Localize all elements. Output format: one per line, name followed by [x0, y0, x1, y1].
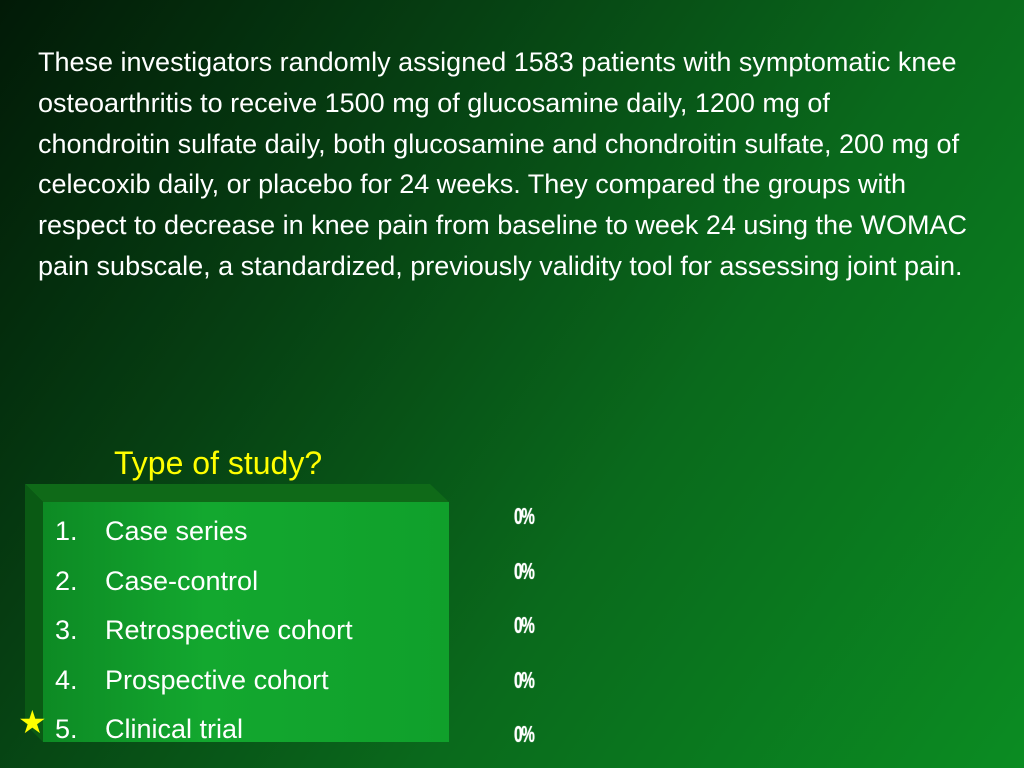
- answer-box-bevel-top: [25, 484, 449, 502]
- response-percent-1: 0%: [514, 503, 534, 530]
- case-description: These investigators randomly assigned 1583 patients with symptomatic knee osteoarthritis to receive 1500 mg of glucosamine daily, 1200 mg of chondroitin sulfate daily, both glucosamine and chondroitin sulfate, 200 mg of celecoxib daily, or placebo for 24 weeks. They compared the groups with respect to decrease in knee pain from baseline to week 24 using the WOMAC pain subscale, a standardized, previously validity tool for assessing joint pain.: [38, 47, 967, 281]
- option-retrospective-cohort[interactable]: [55, 606, 353, 656]
- option-number: 4.: [55, 664, 78, 695]
- option-prospective-cohort[interactable]: [55, 656, 353, 706]
- option-number: 1.: [55, 516, 78, 546]
- answer-options: [55, 507, 353, 755]
- response-percent-4: 0%: [514, 666, 534, 693]
- option-label: Prospective cohort: [105, 664, 329, 695]
- response-percent-5: 0%: [514, 721, 534, 748]
- option-label: Case-control: [105, 565, 259, 596]
- correct-answer-star-icon: ★: [18, 704, 47, 740]
- option-number: 5.: [55, 714, 78, 744]
- option-label: Case series: [105, 516, 248, 546]
- option-number: 3.: [55, 615, 78, 645]
- option-label: Clinical trial: [105, 714, 244, 744]
- response-percent-3: 0%: [514, 612, 534, 639]
- option-clinical-trial[interactable]: [55, 705, 353, 755]
- option-case-control[interactable]: [55, 557, 353, 607]
- question-title: Type of study?: [114, 445, 323, 481]
- option-label: Retrospective cohort: [105, 615, 353, 645]
- option-case-series[interactable]: [55, 507, 353, 557]
- response-percent-2: 0%: [514, 557, 534, 584]
- option-number: 2.: [55, 565, 78, 596]
- response-percentages: [514, 501, 542, 768]
